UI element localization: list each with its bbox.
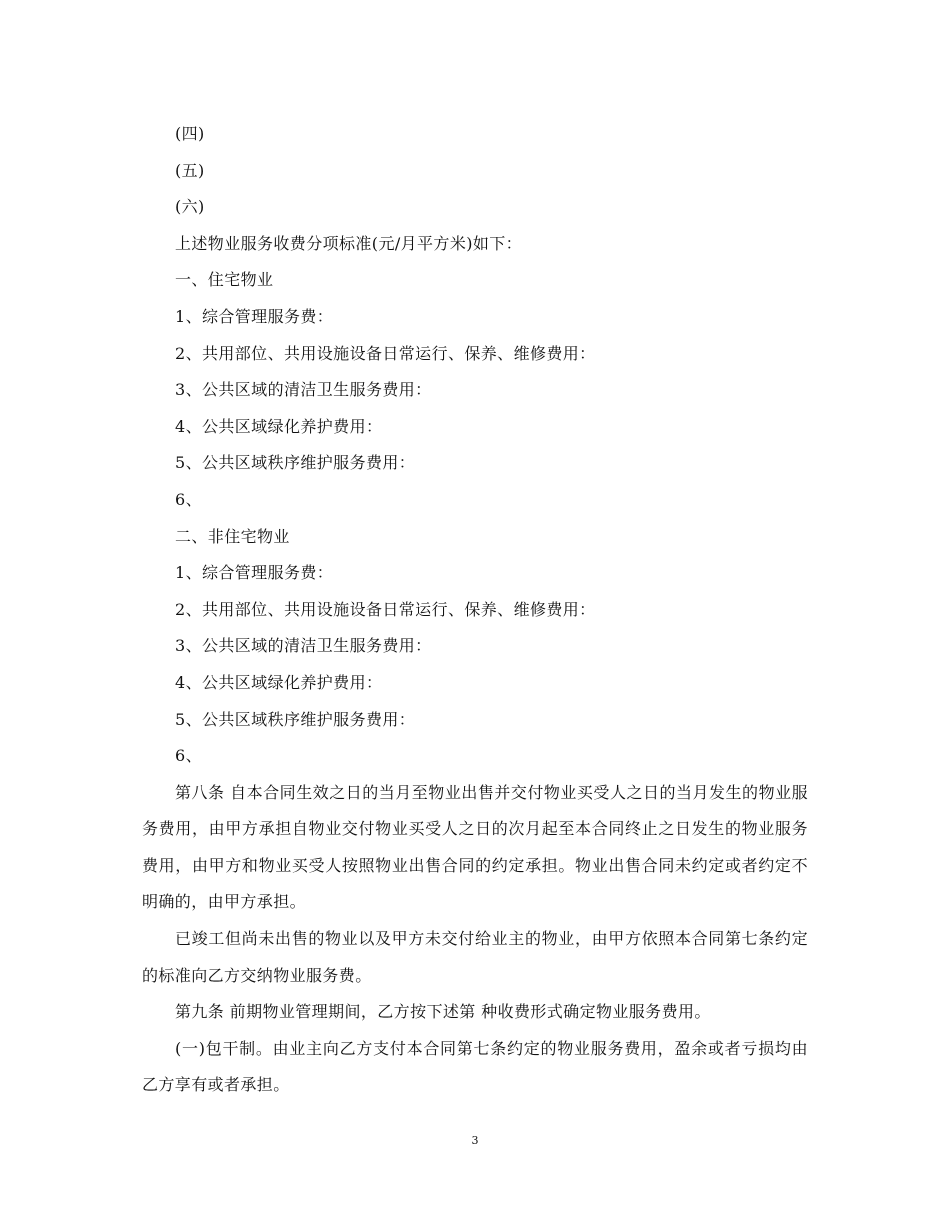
section-heading-non-residential: 二、非住宅物业 [175, 526, 290, 546]
list-line: 6、 [175, 489, 202, 509]
list-line: 4、公共区域绿化养护费用： [175, 416, 383, 436]
fee-standard-heading: 上述物业服务收费分项标准(元/月平方米)如下： [175, 233, 523, 253]
section-heading-residential: 一、住宅物业 [175, 270, 274, 290]
list-line: (四) [175, 124, 205, 143]
article-9-paragraph: 第九条 前期物业管理期间，乙方按下述第 种收费形式确定物业服务费用。 [175, 1002, 711, 1022]
list-line: (六) [175, 197, 205, 217]
list-line: 6、 [175, 746, 202, 766]
page-number: 3 [471, 1134, 479, 1147]
list-line: 3、公共区域的清洁卫生服务费用： [175, 636, 432, 656]
list-line: 1、综合管理服务费： [175, 563, 334, 583]
list-line: 1、综合管理服务费： [175, 306, 334, 326]
list-line: (五) [175, 160, 205, 180]
list-line: 5、公共区域秩序维护服务费用： [175, 709, 416, 729]
list-line: 2、共用部位、共用设施设备日常运行、保养、维修费用： [175, 599, 596, 619]
unsold-property-paragraph: 已竣工但尚未出售的物业以及甲方未交付给业主的物业，由甲方依照本合同第七条约定的标准向乙方交纳物业服务费。 [142, 929, 808, 985]
list-line: 2、共用部位、共用设施设备日常运行、保养、维修费用： [175, 343, 596, 363]
list-line: 5、公共区域秩序维护服务费用： [175, 453, 416, 473]
article-8-paragraph: 第八条 自本合同生效之日的当月至物业出售并交付物业买受人之日的当月发生的物业服务费用，由甲方承担自物业交付物业买受人之日的次月起至本合同终止之日发生的物业服务费用，由甲方和物业买受人按照物业出售合同的约定承担。物业出售合同未约定或者约定不明确的，由甲方承担。 [142, 782, 808, 912]
lump-sum-system-paragraph: (一)包干制。由业主向乙方支付本合同第七条约定的物业服务费用，盈余或者亏损均由乙方享有或者承担。 [142, 1038, 808, 1095]
list-line: 4、公共区域绿化养护费用： [175, 672, 383, 692]
list-line: 3、公共区域的清洁卫生服务费用： [175, 380, 432, 400]
document-body [142, 116, 808, 1104]
